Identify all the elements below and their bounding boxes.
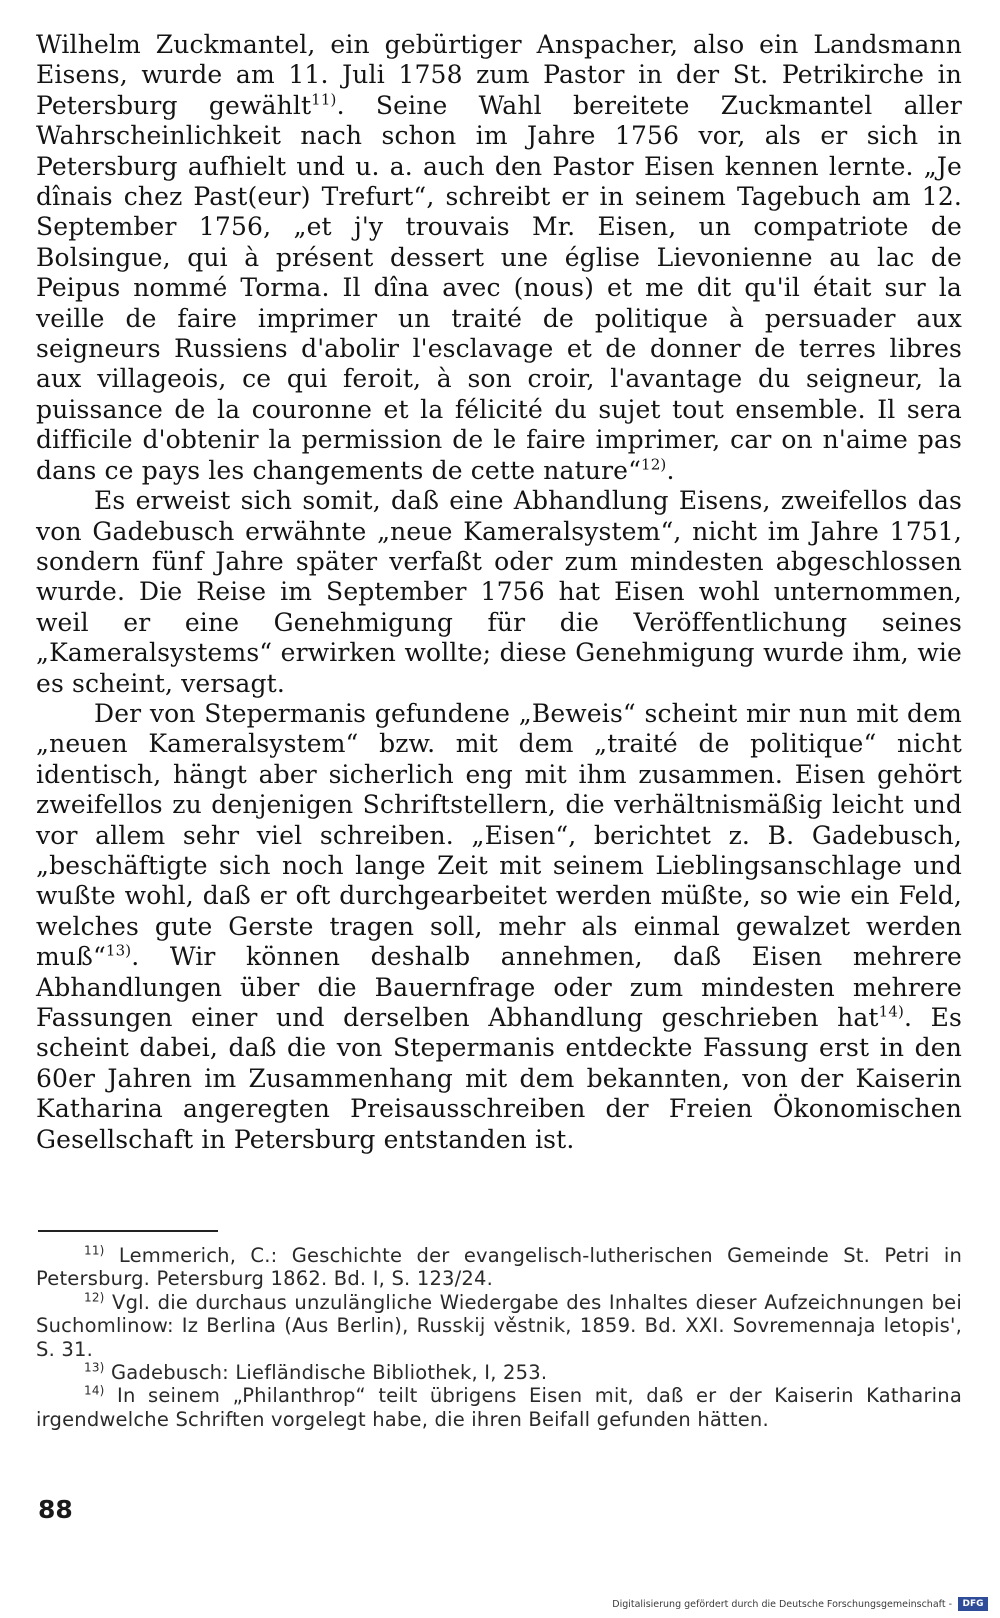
paragraph-1-text-cont: . Seine Wahl bereitete Zuckmantel aller Wahrscheinlichkeit nach schon im Jahre 1756 vor, als er sich in Petersburg aufhielt und u. a. auch den Pastor Eisen kennen lernte. „Je dînais chez Past(eur) Trefurt“, schreibt er in seinem Tagebuch am 12. September 1756, „et j'y trouvais Mr. Eisen, un compatriote de Bolsingue, qui à présent dessert une église Lievonienne au lac de Peipus nommé Torma. Il dîna avec (nous) et me dit qu'il était sur la veille de faire imprimer un traité de politique à persuader aux seigneurs Russiens d'abolir l'esclavage et de donner de terres libres aux villageois, ce qui feroit, à son croir, l'avantage du seigneur, la puissance de la couronne et la félicité du sujet tout ensemble. Il sera difficile d'obtenir la permission de le faire imprimer, car on n'aime pas dans ce pays les changements de cette nature“: [36, 90, 962, 485]
digitization-credit: Digitalisierung gefördert durch die Deutsche Forschungsgemeinschaft -: [612, 1599, 952, 1610]
paragraph-3-text-cont: . Wir können deshalb annehmen, daß Eisen mehrere Abhandlungen über die Bauernfrage oder zum mindesten mehrere Fassungen einer und derselben Abhandlung geschrieben hat: [36, 942, 962, 1032]
dfg-logo: DFG: [958, 1597, 988, 1611]
paragraph-2-text: Es erweist sich somit, daß eine Abhandlung Eisens, zweifellos das von Gadebusch erwähnte „neue Kameralsystem“, nicht im Jahre 1751, sondern fünf Jahre später verfaßt oder zum mindesten abgeschlossen wurde. Die Reise im September 1756 hat Eisen wohl unternommen, weil er eine Genehmigung für die Veröffentlichung seines „Kameralsystems“ erwirken wollte; diese Genehmigung wurde ihm, wie es scheint, versagt.: [36, 486, 962, 698]
paragraph-3-text-end: . Es scheint dabei, daß die von Stepermanis entdeckte Fassung erst in den 60er Jahren im Zusammenhang mit dem bekannten, von der Kaiserin Katharina angeregten Preisausschreiben der Freien Ökonomischen Gesellschaft in Petersburg entstanden ist.: [36, 1003, 962, 1154]
page-number: 88: [38, 1495, 73, 1524]
footnote-divider: [38, 1230, 218, 1232]
paragraph-2: [36, 486, 962, 699]
footnote-ref-12[interactable]: 12): [641, 455, 667, 474]
paragraph-1: [36, 30, 962, 486]
footnote-number: 14): [84, 1383, 105, 1398]
footnote-number: 12): [84, 1290, 105, 1305]
footnote-14: [36, 1384, 962, 1431]
footnote-12: [36, 1291, 962, 1361]
footnote-text: In seinem „Philanthrop“ teilt übrigens Eisen mit, daß er der Kaiserin Katharina irgendwelche Schriften vorgelegt habe, die ihren Beifall gefunden hätten.: [36, 1384, 962, 1431]
footnote-number: 11): [84, 1243, 105, 1258]
main-text: [36, 30, 962, 1155]
footnote-number: 13): [84, 1360, 105, 1375]
footnote-text: Lemmerich, C.: Geschichte der evangelisch-lutherischen Gemeinde St. Petri in Petersburg. Petersburg 1862. Bd. I, S. 123/24.: [36, 1244, 962, 1291]
footnote-13: [36, 1361, 962, 1384]
paragraph-1-text: Wilhelm Zuckmantel, ein gebürtiger Anspacher, also ein Landsmann Eisens, wurde am 11. Juli 1758 zum Pastor in der St. Petrikirche in Petersburg gewählt: [36, 30, 962, 120]
footnote-ref-13[interactable]: 13): [105, 941, 132, 960]
paragraph-1-text-end: .: [666, 455, 675, 485]
footnotes: [36, 1244, 962, 1431]
footnote-ref-14[interactable]: 14): [878, 1002, 905, 1021]
footnote-ref-11[interactable]: 11): [311, 90, 337, 109]
paragraph-3-text: Der von Stepermanis gefundene „Beweis“ scheint mir nun mit dem „neuen Kameralsystem“ bzw. mit dem „traité de politique“ nicht identisch, hängt aber sicherlich eng mit ihm zusammen. Eisen gehört zweifellos zu denjenigen Schriftstellern, die verhältnismäßig leicht und vor allem sehr viel schreiben. „Eisen“, berichtet z. B. Gadebusch, „beschäftigte sich noch lange Zeit mit seinem Lieblingsanschlage und wußte wohl, daß er oft durchgearbeitet werden müßte, so wie ein Feld, welches gute Gerste tragen soll, mehr als einmal gewalzet werden muß“: [36, 698, 962, 972]
footnote-11: [36, 1244, 962, 1291]
paragraph-3: [36, 699, 962, 1155]
footnote-text: Vgl. die durchaus unzulängliche Wiedergabe des Inhaltes dieser Aufzeichnungen bei Suchomlinow: Iz Berlina (Aus Berlin), Russkij věstnik, 1859. Bd. XXI. Sovremennaja letopis', S. 31.: [36, 1290, 962, 1361]
footnote-text: Gadebusch: Liefländische Bibliothek, I, 253.: [104, 1361, 548, 1385]
